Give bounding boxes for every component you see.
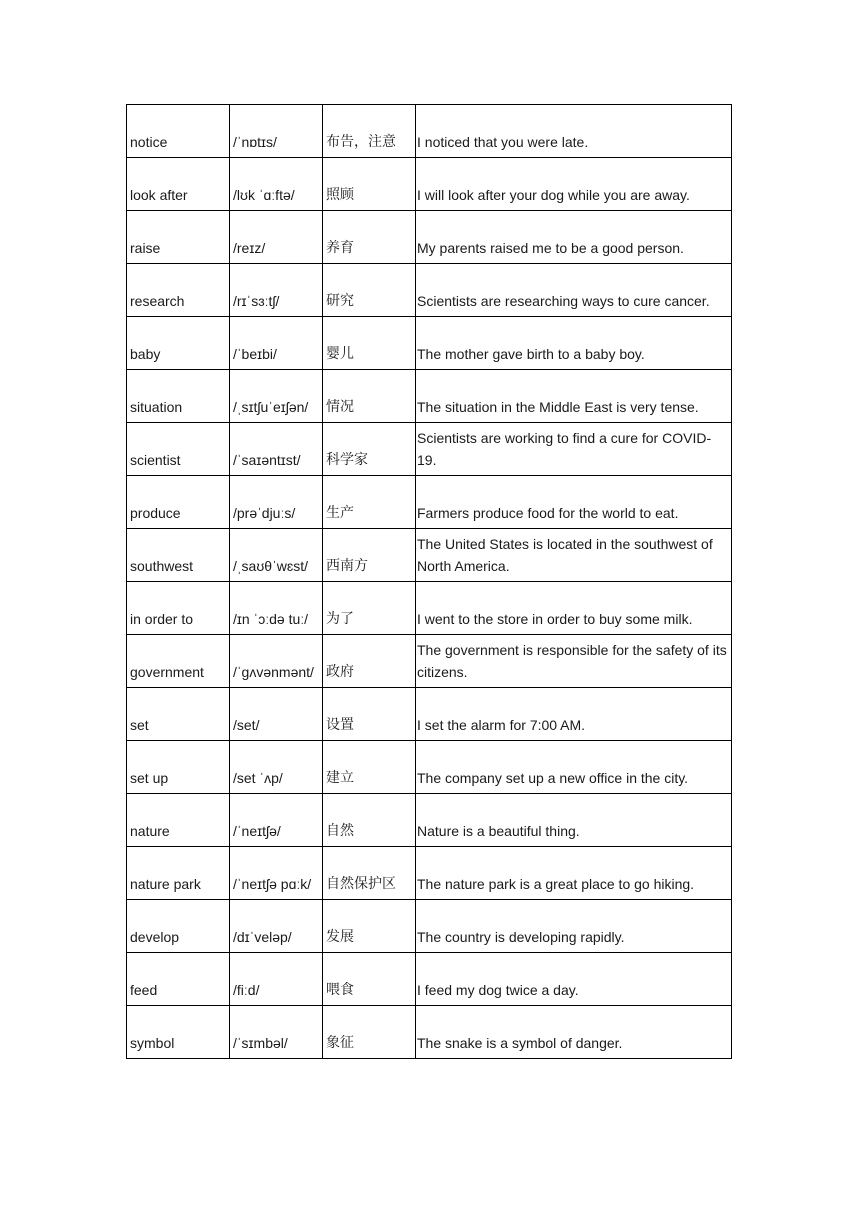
word-text: set up — [130, 770, 169, 786]
word-cell — [127, 794, 230, 847]
phonetic-text: /ˈneɪtʃə pɑːk/ — [233, 876, 312, 892]
phonetic-text: /ˈnɒtɪs/ — [233, 134, 277, 150]
table-row — [127, 264, 732, 317]
example-cell — [416, 370, 732, 423]
word-text: notice — [130, 134, 168, 150]
example-cell — [416, 423, 732, 476]
chinese-text: 设置 — [326, 717, 354, 733]
phonetic-text: /ɪn ˈɔːdə tuː/ — [233, 611, 309, 627]
table-row — [127, 1006, 732, 1059]
example-cell — [416, 158, 732, 211]
phonetic-cell — [230, 953, 323, 1006]
table-row — [127, 529, 732, 582]
phonetic-cell — [230, 423, 323, 476]
phonetic-cell — [230, 741, 323, 794]
example-text: I noticed that you were late. — [417, 134, 589, 150]
example-text: The company set up a new office in the city. — [417, 770, 689, 786]
table-row — [127, 105, 732, 158]
example-cell — [416, 953, 732, 1006]
table-row — [127, 953, 732, 1006]
chinese-cell — [323, 688, 416, 741]
word-cell — [127, 211, 230, 264]
example-text: Nature is a beautiful thing. — [417, 823, 580, 839]
phonetic-text: /ˌsɪtʃuˈeɪʃən/ — [233, 399, 309, 415]
phonetic-cell — [230, 794, 323, 847]
word-cell — [127, 635, 230, 688]
chinese-text: 研究 — [326, 293, 354, 309]
vocabulary-table — [126, 104, 732, 1059]
word-cell — [127, 317, 230, 370]
chinese-text: 养育 — [326, 240, 354, 256]
chinese-cell — [323, 264, 416, 317]
chinese-text: 自然保护区 — [326, 876, 396, 892]
phonetic-text: /prəˈdjuːs/ — [233, 505, 296, 521]
chinese-text: 为了 — [326, 611, 354, 627]
example-text: My parents raised me to be a good person. — [417, 240, 684, 256]
example-cell — [416, 211, 732, 264]
chinese-text: 西南方 — [326, 558, 368, 574]
word-text: feed — [130, 982, 158, 998]
table-row — [127, 158, 732, 211]
example-text: The government is responsible for the safety of its citizens. — [417, 642, 727, 680]
phonetic-cell — [230, 158, 323, 211]
word-cell — [127, 953, 230, 1006]
phonetic-text: /ˈneɪtʃə/ — [233, 823, 281, 839]
word-text: raise — [130, 240, 161, 256]
chinese-cell — [323, 900, 416, 953]
table-row — [127, 582, 732, 635]
example-text: The country is developing rapidly. — [417, 929, 625, 945]
example-text: The mother gave birth to a baby boy. — [417, 346, 645, 362]
chinese-cell — [323, 476, 416, 529]
chinese-cell — [323, 847, 416, 900]
word-text: set — [130, 717, 149, 733]
phonetic-text: /ˈbeɪbi/ — [233, 346, 277, 362]
chinese-cell — [323, 211, 416, 264]
example-text: The situation in the Middle East is very tense. — [417, 399, 699, 415]
word-text: research — [130, 293, 185, 309]
chinese-text: 自然 — [326, 823, 354, 839]
example-text: The nature park is a great place to go hiking. — [417, 876, 695, 892]
table-row — [127, 370, 732, 423]
word-text: nature — [130, 823, 170, 839]
phonetic-text: /rɪˈsɜːtʃ/ — [233, 293, 280, 309]
example-text: The snake is a symbol of danger. — [417, 1035, 623, 1051]
word-text: symbol — [130, 1035, 175, 1051]
word-cell — [127, 158, 230, 211]
word-cell — [127, 847, 230, 900]
word-text: southwest — [130, 558, 194, 574]
phonetic-text: /ˌsaʊθˈwɛst/ — [233, 558, 309, 574]
example-text: I went to the store in order to buy some milk. — [417, 611, 693, 627]
word-cell — [127, 688, 230, 741]
word-text: situation — [130, 399, 183, 415]
example-cell — [416, 794, 732, 847]
word-cell — [127, 1006, 230, 1059]
table-row — [127, 741, 732, 794]
chinese-cell — [323, 794, 416, 847]
chinese-cell — [323, 741, 416, 794]
example-text: Scientists are researching ways to cure cancer. — [417, 293, 710, 309]
chinese-text: 政府 — [326, 664, 354, 680]
example-cell — [416, 476, 732, 529]
table-row — [127, 476, 732, 529]
chinese-cell — [323, 635, 416, 688]
word-cell — [127, 741, 230, 794]
example-cell — [416, 635, 732, 688]
word-text: develop — [130, 929, 180, 945]
chinese-text: 发展 — [326, 929, 354, 945]
phonetic-text: /set ˈʌp/ — [233, 770, 283, 786]
chinese-cell — [323, 317, 416, 370]
chinese-text: 喂食 — [326, 982, 354, 998]
example-cell — [416, 105, 732, 158]
phonetic-cell — [230, 688, 323, 741]
chinese-text: 布告，注意 — [326, 134, 396, 150]
word-text: scientist — [130, 452, 181, 468]
word-cell — [127, 476, 230, 529]
table-row — [127, 900, 732, 953]
phonetic-text: /fiːd/ — [233, 982, 260, 998]
phonetic-cell — [230, 211, 323, 264]
example-cell — [416, 847, 732, 900]
chinese-text: 情况 — [326, 399, 354, 415]
chinese-cell — [323, 1006, 416, 1059]
word-text: baby — [130, 346, 161, 362]
table-row — [127, 794, 732, 847]
phonetic-text: /ˈsaɪəntɪst/ — [233, 452, 301, 468]
example-cell — [416, 741, 732, 794]
example-text: The United States is located in the southwest of North America. — [417, 536, 713, 574]
phonetic-cell — [230, 847, 323, 900]
table-row — [127, 317, 732, 370]
phonetic-text: /reɪz/ — [233, 240, 266, 256]
chinese-cell — [323, 423, 416, 476]
phonetic-text: /lʊk ˈɑːftə/ — [233, 187, 295, 203]
example-cell — [416, 264, 732, 317]
table-row — [127, 211, 732, 264]
word-text: government — [130, 664, 204, 680]
example-text: I set the alarm for 7:00 AM. — [417, 717, 586, 733]
phonetic-text: /set/ — [233, 717, 260, 733]
table-row — [127, 688, 732, 741]
example-cell — [416, 582, 732, 635]
word-text: in order to — [130, 611, 194, 627]
example-text: I will look after your dog while you are away. — [417, 187, 690, 203]
phonetic-cell — [230, 1006, 323, 1059]
word-text: nature park — [130, 876, 201, 892]
word-cell — [127, 529, 230, 582]
chinese-cell — [323, 582, 416, 635]
chinese-cell — [323, 529, 416, 582]
chinese-text: 婴儿 — [326, 346, 354, 362]
example-cell — [416, 317, 732, 370]
phonetic-cell — [230, 900, 323, 953]
chinese-cell — [323, 953, 416, 1006]
phonetic-cell — [230, 635, 323, 688]
word-text: look after — [130, 187, 188, 203]
word-cell — [127, 370, 230, 423]
phonetic-cell — [230, 582, 323, 635]
phonetic-text: /ˈsɪmbəl/ — [233, 1035, 288, 1051]
word-cell — [127, 423, 230, 476]
word-cell — [127, 582, 230, 635]
chinese-text: 象征 — [326, 1035, 354, 1051]
example-cell — [416, 529, 732, 582]
example-cell — [416, 900, 732, 953]
phonetic-cell — [230, 529, 323, 582]
vocabulary-table-body — [127, 105, 732, 1059]
phonetic-cell — [230, 317, 323, 370]
example-cell — [416, 1006, 732, 1059]
word-cell — [127, 900, 230, 953]
phonetic-cell — [230, 370, 323, 423]
word-cell — [127, 105, 230, 158]
chinese-text: 科学家 — [326, 452, 368, 468]
word-cell — [127, 264, 230, 317]
example-text: Farmers produce food for the world to eat. — [417, 505, 679, 521]
chinese-text: 生产 — [326, 505, 354, 521]
table-row — [127, 423, 732, 476]
word-text: produce — [130, 505, 181, 521]
phonetic-text: /ˈɡʌvənmənt/ — [233, 664, 314, 680]
table-row — [127, 635, 732, 688]
chinese-cell — [323, 158, 416, 211]
chinese-text: 建立 — [326, 770, 354, 786]
example-cell — [416, 688, 732, 741]
phonetic-cell — [230, 476, 323, 529]
chinese-text: 照顾 — [326, 187, 354, 203]
phonetic-text: /dɪˈveləp/ — [233, 929, 292, 945]
phonetic-cell — [230, 264, 323, 317]
chinese-cell — [323, 370, 416, 423]
table-row — [127, 847, 732, 900]
example-text: I feed my dog twice a day. — [417, 982, 579, 998]
phonetic-cell — [230, 105, 323, 158]
example-text: Scientists are working to find a cure for COVID-19. — [417, 430, 712, 468]
chinese-cell — [323, 105, 416, 158]
